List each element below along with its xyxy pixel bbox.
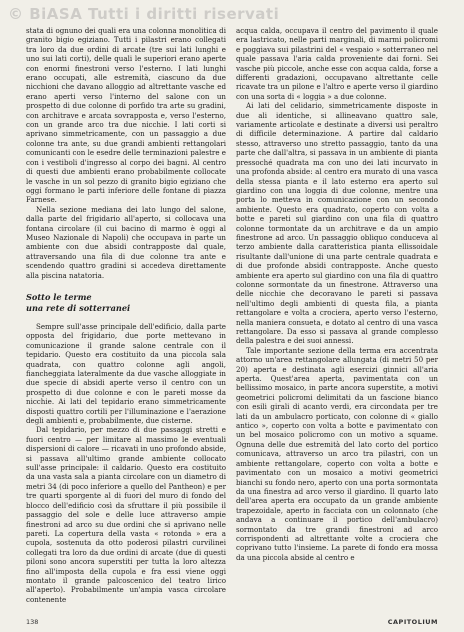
section-heading [26,292,226,314]
paragraph: stata di ognuno dei quali era una colonna monolitica di granito bigio egiziano. Tutti i pilastri erano collegati tra loro da due ordini di arcate (tre sui lati lunghi e uno sui lati corti), delle quali le superiori erano aperte con enormi finestroni verso l'esterno. I lati lunghi erano occupati, alle estremità, ciascuno da due nicchioni che davano alloggio ad altrettante vasche ed erano aperti verso l'interno del salone con un prospetto di due colonne di porfido tra arte su gradini, con architrave e arcata sovrapposta e, verso l'esterno, con un grande arco tra due nicchie. I lati corti si aprivano simmetricamente, con un passaggio a due colonne tra ante, su due grandi ambienti rettangolari comunicanti con le esedre delle terminazioni palestre e con i vestiboli d'ingresso al corpo dei bagni. Al centro di questi due ambienti erano probabilmente collocate le vasche in un sol pezzo di granito bigio egiziano che oggi formano le parti inferiore delle fontane di piazza Farnese. [26,26,226,205]
page-footer [26,618,438,626]
magazine-name: CAPITOLIUM [387,618,438,626]
section-heading-line: una rete di sotterranei [26,302,131,313]
paragraph: Tale importante sezione della terma era accentrata attorno un'area rettangolare allungata (di metri 50 per 20) aperta e destinata agli esercizi ginnici all'aria aperta. Quest'area aperta, pavimentata con un bellissimo mosaico, in parte ancora superstite, a motivi geometrici policromi delimitati da un fascione bianco con esili girali di acanto verdi, era circondata per tre lati da un ambulacro porticato, con colonne di « giallo antico », coperto con volta a botte e pavimentato con un bel mosaico policromo con un motivo a squame. Ognuna delle due estremità del lato corto del portico comunicava, attraverso un arco tra pilastri, con un ambiente rettangolare, coperto con volta a botte e pavimentato con un mosaico a motivi geometrici bianchi su fondo nero, aperto con una porta sormontata da una finestra ad arco verso il giardino. Il quarto lato dell'area aperta era occupato da un grande ambiente trapezoidale, aperto in facciata con un colonnato (che andava a continuare il portico dell'ambulacro) sormontato da tre grandi finestroni ad arco corrispondenti ad altrettante volte a crociera che coprivano tutto l'insieme. La parete di fondo era mossa da una piccola abside al centro e [236,345,438,562]
left-column [26,26,226,604]
paragraph: Nella sezione mediana dei lato lungo del salone, dalla parte del frigidario all'aperto, si collocava una fontana circolare (il cui bacino di marmo è oggi al Museo Nazionale di Napoli) che occupava in parte un ambiente con due absidi contrapposte dal quale, attraversando una fila di due colonne tra ante e scendendo quattro gradini si accedeva direttamente alla piscina natatoria. [26,204,226,280]
right-column [236,26,438,562]
paragraph: Dal tepidario, per mezzo di due passaggi stretti e fuori centro — per limitare al massimo le eventuali dispersioni di calore — ricavati in uno profondo abside, si passava all'ultimo grande ambiente collocato sull'asse principale: il caldario. Questo era costituito da una vasta sala a pianta circolare con un diametro di metri 34 (di poco inferiore a quello del Pantheon) e per tre quarti sporgente al di fuori del muro di fondo del blocco dell'edificio così da sfruttare il più possibile il passaggio del sole e delle luce attraverso ampie finestroni ad arco su due ordini che si aprivano nelle pareti. La copertura della vasta « rotonda » era a cupola, sostenuta da otto poderosi pilastri curvilinei collegati tra loro da due ordini di arcate (due di questi piloni sono ancora superstiti per tutta la loro altezza fino all'imposta della cupola e fra essi viene oggi montato il grande palcoscenico del teatro lirico all'aperto). Probabilmente un'ampia vasca circolare contenente [26,425,226,604]
paragraph: Sempre sull'asse principale dell'edificio, dalla parte opposta del frigidario, due porte mettevano in comunicazione il grande salone centrale con il tepidario. Questo era costituito da una piccola sala quadrata, con quattro colonne agli angoli, fiancheggiata lateralmente da due vasche alloggiate in due specie di absidi aperte verso il centro con un prospetto di due colonne e con le pareti mosse da nicchie. Ai lati del tepidario erano simmetricamente disposti quattro cortili per l'illuminazione e l'aerazione degli ambienti e, probabilmente, due cisterne. [26,321,226,426]
paragraph: acqua calda, occupava il centro del pavimento il quale era lastricato, nelle parti marginali, di marmi policromi e poggiava sui pilastrini del « vespaio » sotterraneo nel quale passava l'aria calda proveniente dai forni. Sei vasche più piccole, anche esse con acqua calda, forse a differenti gradazioni, occupavano altrettante celle ricavate tra un pilone e l'altro e aperte verso il giardino con una sorta di « loggia » a due colonne. [236,26,438,101]
page-number: 138 [26,618,39,626]
paragraph: Ai lati del celidario, simmetricamente disposte in due ali identiche, si allineavano quattro sale, variamente articolate e destinate a diversi usi peraltro di difficile determinazione. A partire dal caldario stesso, attraverso uno stretto passaggio, tanto da una parte che dall'altra, si passava in un ambiente di pianta pressoché quadrata ma con uno dei lati incurvato in una profonda abside: al centro era murato di una vasca della stessa pianta e il lato esterno era aperto sul giardino con una loggia di due colonne, mentre una porta lo metteva in comunicazione con un secondo ambiente. Questo era quadrato, coperto con volta a botte e pareti sul giardino con una fila di quattro colonne tormontate da un architrave e da un ampio finestrone ad arco. Un passaggio obliquo conduceva al terzo ambiente dalla caratteristica pianta ellissoidale risultante dall'unione di una parte centrale quadrata e di due profonde absidi contrapposte. Anche questo ambiente era aperto sul giardino con una fila di quattro colonne sormontate da un finestrone. Attraverso una delle nicchie che decoravano le pareti si passava nell'ultimo degli ambienti di questa fila, a pianta rettangolare e volta a crociera, aperto verso l'esterno, nella maniera consueta, e dotato al centro di una vasca rettangolare. Da esso si passava al grande complesso della palestra e dei suoi annessi. [236,101,438,346]
section-heading-line: Sotto le terme [26,291,92,302]
copyright-watermark: © BiASA Tutti i diritti riservati [8,5,280,23]
